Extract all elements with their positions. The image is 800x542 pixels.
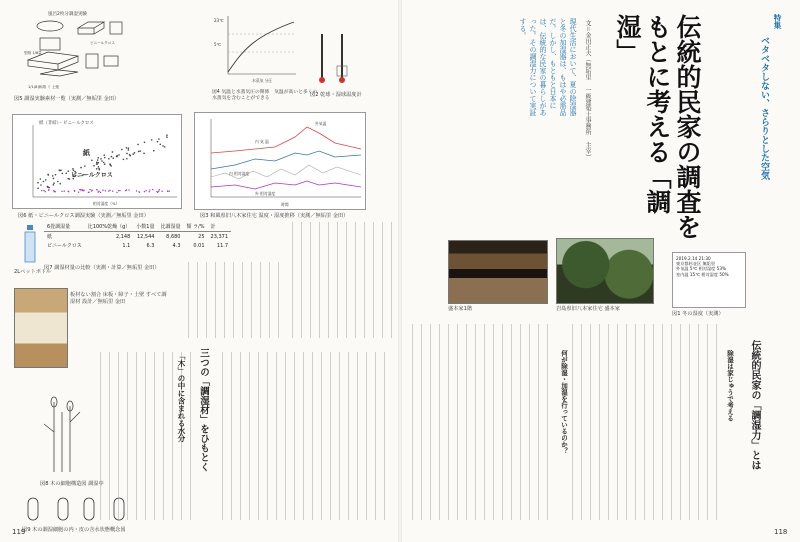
- svg-text:5℃: 5℃: [214, 42, 222, 47]
- scatter-point: [97, 157, 99, 159]
- fig6-xlabel: 相対湿度（%）: [93, 201, 120, 206]
- scatter-point: [97, 191, 98, 192]
- scatter-point: [80, 189, 81, 190]
- scatter-point: [110, 165, 112, 167]
- page-number-right: 118: [774, 528, 788, 536]
- scatter-point: [83, 189, 84, 190]
- fig1-line1: 東京都杉並区 無垢里: [676, 261, 716, 267]
- fig6-series-b-label: ビニールクロス: [71, 172, 113, 179]
- scatter-point: [144, 141, 146, 143]
- scatter-point: [103, 154, 105, 156]
- fig3-line-purple: [211, 181, 361, 189]
- scatter-point: [88, 192, 89, 193]
- scatter-point: [159, 144, 161, 146]
- scatter-point: [126, 153, 128, 155]
- right-section-heading: 伝統的民家の「調湿力」とは: [749, 340, 760, 470]
- scatter-point: [151, 139, 153, 141]
- fig6-series-paper: [37, 134, 168, 189]
- fig6-chart-frame: [12, 114, 182, 209]
- bottle-illustration: [22, 224, 38, 264]
- scatter-point: [47, 186, 49, 188]
- scatter-point: [112, 157, 114, 159]
- scatter-point: [91, 160, 93, 162]
- fig6-caption: 図6 紙・ビニールクロス調湿実験（実測／無垢里 金田）: [18, 213, 149, 219]
- fig5-material-sketches: [20, 8, 128, 92]
- fig7-table: [44, 222, 231, 250]
- scatter-point: [53, 182, 55, 184]
- scatter-point: [121, 149, 123, 151]
- svg-text:ビニールクロス: ビニールクロス: [90, 41, 116, 45]
- fig8-wood-cell-diagram: [34, 392, 94, 476]
- scatter-point: [80, 167, 82, 169]
- scatter-point: [96, 163, 98, 165]
- scatter-point: [158, 191, 159, 192]
- scatter-point: [145, 190, 146, 191]
- scatter-point: [43, 181, 45, 183]
- scatter-point: [48, 189, 49, 190]
- scatter-point: [132, 153, 134, 155]
- scatter-point: [158, 138, 160, 140]
- svg-text:内 気 温: 内 気 温: [255, 139, 269, 144]
- fig6-legend-title: 紙（非結）・ビニールクロス: [39, 121, 94, 126]
- fig2-caption: 図2 乾球・湿球温度計: [310, 92, 362, 98]
- scatter-point: [102, 190, 103, 191]
- table-row: 紙 2,148 12,544 8,680 25 23,371: [47, 233, 229, 240]
- scatter-point: [96, 189, 97, 190]
- fig4-curve-chart: [212, 12, 298, 86]
- scatter-point: [152, 189, 153, 190]
- page-number-left: 119: [12, 528, 26, 536]
- main-title: 伝統的民家の調査をもとに考える「調湿」: [613, 14, 702, 239]
- scatter-point: [139, 150, 141, 152]
- scatter-point: [126, 147, 128, 149]
- scatter-point: [59, 169, 61, 171]
- scatter-point: [82, 190, 83, 191]
- page-gutter: [398, 0, 402, 542]
- photo-left-caption: 板材ない割合 床板・障子・土壁 すべて調湿材 設計／無垢里 金田: [70, 292, 167, 305]
- scatter-point: [67, 178, 69, 180]
- scatter-point: [166, 134, 168, 136]
- scatter-point: [97, 162, 99, 164]
- scatter-point: [96, 168, 98, 170]
- scatter-point: [74, 191, 75, 192]
- scatter-point: [89, 189, 90, 190]
- section-tag: 特集: [773, 14, 782, 29]
- scatter-point: [139, 192, 140, 193]
- scatter-point: [53, 184, 55, 186]
- fig1-caption: 図1 冬の湿度（実測）: [672, 311, 724, 317]
- body-text-left-right: [292, 222, 392, 338]
- fig1-instrument: [672, 252, 746, 308]
- scatter-point: [164, 146, 166, 148]
- body-text-right-b: [572, 324, 720, 520]
- scatter-point: [161, 191, 162, 192]
- scatter-point: [55, 174, 57, 176]
- fig1-line2: 外気温 5℃ 相対湿度 53%: [676, 266, 726, 272]
- fig6-scatter-chart: [13, 115, 181, 208]
- fig8-caption: 図8 木の細胞構造図 調湿中: [40, 481, 104, 487]
- scatter-point: [93, 165, 95, 167]
- svg-text:型紙 1/8量: 型紙 1/8量: [24, 51, 42, 55]
- scatter-point: [104, 163, 106, 165]
- right-subheading-2: 何が除湿・加湿を行っているのか？: [560, 350, 568, 454]
- fig3-xlabel: 時間: [281, 202, 289, 207]
- scatter-point: [68, 170, 70, 172]
- fig1-date: 2019.2.14 21:30: [676, 256, 711, 261]
- fig3-chart-frame: [194, 112, 366, 210]
- scatter-point: [96, 162, 98, 164]
- scatter-point: [116, 156, 118, 158]
- scatter-point: [103, 162, 105, 164]
- scatter-point: [45, 179, 47, 181]
- scatter-point: [169, 190, 170, 191]
- scatter-point: [57, 181, 59, 183]
- scatter-point: [157, 192, 158, 193]
- scatter-point: [166, 136, 168, 138]
- scatter-point: [159, 189, 160, 190]
- scatter-point: [126, 158, 128, 160]
- scatter-point: [84, 165, 86, 167]
- scatter-point: [149, 191, 150, 192]
- fig7-caption: 図7 調湿材量の比較（実測・計算／無垢里 金田）: [44, 265, 160, 271]
- scatter-point: [98, 166, 100, 168]
- scatter-point: [153, 150, 155, 152]
- scatter-point: [43, 190, 44, 191]
- scatter-point: [123, 159, 125, 161]
- scatter-point: [116, 192, 117, 193]
- scatter-point: [108, 158, 110, 160]
- photo-a-caption: 盛本家1階: [448, 306, 473, 312]
- photo-interior-corridor: [448, 240, 548, 304]
- scatter-point: [62, 173, 64, 175]
- scatter-point: [112, 151, 114, 153]
- svg-text:23℃: 23℃: [214, 18, 224, 23]
- scatter-point: [136, 190, 137, 191]
- scatter-point: [105, 190, 106, 191]
- fig4-axis-label: 水蒸気 分圧: [252, 78, 273, 83]
- scatter-point: [53, 190, 54, 191]
- scatter-point: [65, 172, 67, 174]
- scatter-point: [47, 174, 49, 176]
- scatter-point: [144, 191, 145, 192]
- scatter-point: [37, 182, 39, 184]
- scatter-point: [41, 190, 42, 191]
- scatter-point: [59, 183, 61, 185]
- svg-text:風呂2枚分調湿実験: 風呂2枚分調湿実験: [48, 12, 87, 17]
- scatter-point: [101, 160, 103, 162]
- scatter-point: [97, 159, 99, 161]
- bottle-label: 2Lペットボトル: [14, 269, 52, 275]
- scatter-point: [64, 190, 65, 191]
- fig3-caption: 図3 和風県旧八木家住宅 温度・湿度推移（実測／無垢里 金田）: [200, 213, 349, 219]
- scatter-point: [100, 192, 101, 193]
- scatter-point: [109, 190, 110, 191]
- scatter-point: [119, 190, 120, 191]
- scatter-point: [126, 189, 127, 190]
- scatter-point: [78, 192, 79, 193]
- scatter-point: [68, 191, 69, 192]
- scatter-point: [167, 191, 168, 192]
- left-section-heading: 三つの「調湿材」をひもとく: [198, 348, 209, 472]
- scatter-point: [37, 187, 39, 189]
- scatter-point: [40, 184, 42, 186]
- scatter-point: [91, 189, 92, 190]
- scatter-point: [128, 189, 129, 190]
- author-credit: 文＝金田正夫（無垢里 一級建築士事務所 主宰）: [584, 20, 591, 160]
- scatter-point: [157, 141, 159, 143]
- scatter-point: [45, 191, 46, 192]
- body-text-left-top: [188, 262, 286, 338]
- svg-text:外気温: 外気温: [315, 121, 327, 126]
- fig4-caption: 図4 気温と水蒸気圧の関係 気温が高いと多くの水蒸気を含むことができる: [212, 90, 318, 101]
- scatter-point: [128, 147, 130, 149]
- scatter-point: [134, 152, 136, 154]
- photo-house-exterior: [556, 238, 654, 304]
- fig3-line-blue: [211, 151, 361, 169]
- fig1-line3: 室内温 15℃ 相対湿度 50%: [676, 271, 729, 277]
- fig3-line-red: [211, 127, 361, 153]
- table-row: ビニールクロス 1.1 6.3 4.3 0.01 11.7: [47, 242, 229, 249]
- table-header-row: 6畳調湿量 比100%乾燥（g） 小数1量 比調湿量 類 ラ/% 計: [44, 222, 231, 232]
- scatter-point: [53, 178, 55, 180]
- left-subheading: 「木」の中に含まれる水分: [177, 352, 186, 442]
- scatter-point: [104, 157, 106, 159]
- body-text-right-a: [412, 324, 552, 520]
- scatter-point: [99, 169, 101, 171]
- scatter-point: [129, 155, 131, 157]
- scatter-point: [143, 153, 145, 155]
- scatter-point: [73, 169, 75, 171]
- scatter-point: [138, 151, 140, 153]
- fig5-caption: 図5 調湿実験素材一覧（実測／無垢里 金田）: [14, 96, 120, 102]
- scatter-point: [118, 190, 119, 191]
- scatter-point: [149, 189, 150, 190]
- scatter-point: [118, 154, 120, 156]
- interior-photo-left: [14, 288, 68, 368]
- svg-text:内 相対湿度: 内 相対湿度: [229, 171, 250, 176]
- scatter-point: [108, 190, 109, 191]
- scatter-point: [48, 187, 50, 189]
- body-text-left-bottom-b: [222, 352, 392, 520]
- scatter-point: [72, 168, 74, 170]
- subtitle: ベタベタしない、さらりとした空気: [759, 36, 769, 180]
- scatter-point: [52, 175, 54, 177]
- scatter-point: [112, 191, 113, 192]
- svg-text:1/1(8)和紙 ミ 土壁: 1/1(8)和紙 ミ 土壁: [28, 85, 60, 89]
- scatter-point: [111, 156, 113, 158]
- photo-b-caption: 岩島県旧八本家住宅 盛本家: [556, 306, 620, 312]
- scatter-point: [61, 191, 62, 192]
- lead-text: 現代生活において、夏の除湿器と冬の加湿器は、もはや必需品だ。しかし、もともと日本には、伝統的な民家の暮らしがあった。その調湿力について実証する。: [519, 18, 577, 116]
- fig3-line-chart: [195, 113, 365, 209]
- scatter-point: [128, 149, 130, 151]
- scatter-point: [54, 191, 55, 192]
- fig2-thermometer: [312, 30, 360, 90]
- fig9-caption: 図9 木の調湿細胞の内・皮の含水状態概念図: [22, 527, 126, 533]
- scatter-point: [162, 145, 164, 147]
- svg-text:外 相対湿度: 外 相対湿度: [255, 191, 276, 196]
- fig6-series-vinyl: [41, 189, 170, 193]
- scatter-point: [100, 158, 102, 160]
- fig6-series-a-label: 紙: [83, 149, 90, 157]
- right-subheading-1: 除湿は家じゅうで考える: [726, 350, 734, 422]
- scatter-point: [137, 144, 139, 146]
- scatter-point: [40, 178, 42, 180]
